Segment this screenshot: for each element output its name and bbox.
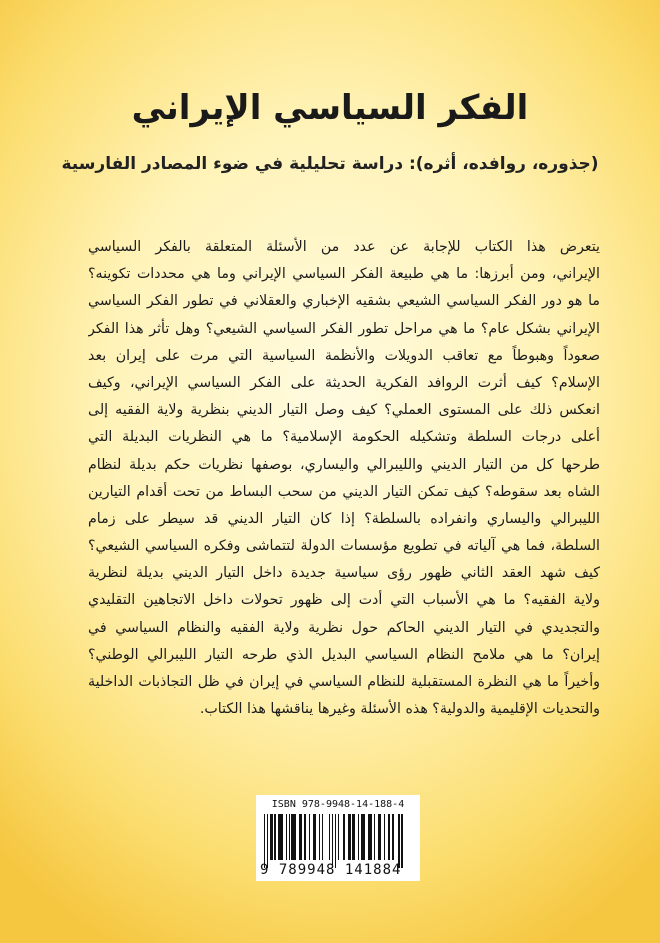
blurb-line: السلطة، فما هي آلياته في تطويع مؤسسات الدولة لتتماشى وفكره السياسي الشيعي؟ xyxy=(88,538,600,555)
isbn-label: ISBN 978-9948-14-188-4 xyxy=(271,799,405,810)
book-subtitle: (جذوره، روافده، أثره): دراسة تحليلية في ضوء المصادر الفارسية xyxy=(61,154,599,174)
blurb-line: الإيراني، ومن أبرزها: ما هي طبيعة الفكر السياسي الإيراني وما هي محددات تكوينه؟ xyxy=(88,266,600,283)
blurb-line: ولاية الفقيه؟ ما هي الأسباب التي أدت إلى ظهور تحولات داخل الاتجاهين التقليدي xyxy=(88,592,600,609)
barcode-bars xyxy=(264,814,412,866)
blurb-paragraph xyxy=(88,234,600,723)
blurb-line: والتجديدي في التيار الديني الحاكم حول نظرية ولاية الفقيه والنظام السياسي في xyxy=(88,619,600,636)
blurb-line: والتحديات الإقليمية والدولية؟ هذه الأسئلة وغيرها يناقشها هذا الكتاب. xyxy=(199,701,600,718)
blurb-line: الإيراني بشكل عام؟ ما هي مراحل تطور الفكر السياسي الشيعي؟ وهل تأثر هذا الفكر xyxy=(88,320,600,337)
blurb-line: كيف شهد العقد الثاني ظهور رؤى سياسية جديدة داخل التيار الديني بديلة لنظرية xyxy=(88,565,600,582)
blurb-line: يتعرض هذا الكتاب للإجابة عن عدد من الأسئلة المتعلقة بالفكر السياسي xyxy=(88,239,600,255)
book-title: الفكر السياسي الإيراني xyxy=(131,88,529,128)
blurb-line: صعوداً وهبوطاً مع تعاقب الدويلات والأنظمة السياسية التي مرت على إيران بعد xyxy=(88,347,600,364)
blurb-line: ما هو دور الفكر السياسي الشيعي بشقيه الإخباري والعقلاني في تطور الفكر السياسي xyxy=(88,293,600,310)
blurb-line: طرحها كل من التيار الديني والليبرالي واليساري، بوصفها نظريات حكم بديلة لنظام xyxy=(88,456,600,473)
barcode-bar xyxy=(401,814,402,868)
blurb-line: انعكس ذلك على المستوى العملي؟ كيف وصل التيار الديني بنظرية ولاية الفقيه إلى xyxy=(88,402,600,419)
blurb-line: الليبرالي واليساري وانفراده بالسلطة؟ إذا كان التيار الديني قد سيطر على زمام xyxy=(88,510,600,527)
blurb-line: وأخيراً ما هي النظرة المستقبلية للنظام السياسي في إيران في ظل التجاذبات الداخلية xyxy=(88,674,600,690)
blurb-line: الشاه بعد سقوطه؟ كيف تمكن التيار الديني من سحب البساط من تحت أقدام التيارين xyxy=(88,483,600,500)
blurb-line: الإسلام؟ كيف أثرت الروافد الفكرية الحديثة على الفكر السياسي الإيراني، وكيف xyxy=(88,374,600,391)
blurb-line: أعلى درجات السلطة وتشكيله الحكومة الإسلامية؟ ما هي النظريات البديلة التي xyxy=(88,429,600,446)
isbn-barcode xyxy=(256,795,420,881)
blurb-line: إيران؟ ما هي ملامح النظام السياسي البديل الذي طرحه التيار الليبرالي الوطني؟ xyxy=(88,646,600,663)
barcode-digits: 9 789948 141884 xyxy=(260,862,402,878)
